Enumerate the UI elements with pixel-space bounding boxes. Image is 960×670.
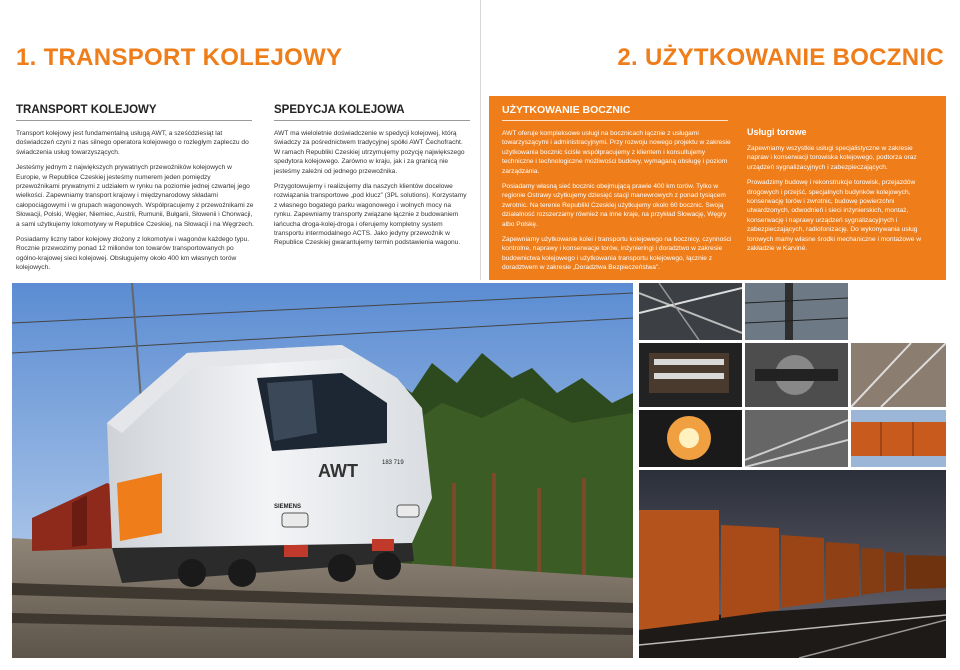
- forwarding-heading-rule: [274, 120, 470, 121]
- sidings-heading: UŻYTKOWANIE BOCZNIC: [502, 104, 631, 116]
- photo-wagon-detail: [639, 343, 742, 407]
- transport-heading: TRANSPORT KOLEJOWY: [16, 104, 157, 116]
- photo-tracks-top: [851, 343, 946, 407]
- transport-paragraph: Jesteśmy jednym z największych prywatnych przewoźników kolejowych w Europie, w Republice Czeskiej jesteśmy numerem jeden pomiędzy przewoźnikami prywatnymi z udziałem w rynku na poziomie jednej czwartej jego wielkości. Zapewniamy transport krajowy i międzynarodowy składami całopociągowymi i w grupach wagonowych. Współpracujemy z przewoźnikami ze Słowacji, Polski, Węgier, Niemiec, Austrii, Rumunii, Bułgarii, Słowenii i Chorwacji, a sami użytkujemy lokomotywy w Republice Czeskiej, na Słowacji i na Węgrzech.: [16, 164, 254, 228]
- right-page-title: 2. UŻYTKOWANIE BOCZNIC: [617, 44, 944, 71]
- forwarding-body: [274, 129, 470, 254]
- transport-paragraph: Posiadamy liczny tabor kolejowy złożony z lokomotyw i wagonów każdego typu. Rocznie przewozimy ponad 12 milionów ton towarów transportowanych po ogólno-krajowej sieci kolejowej. Obsługujemy około 400 km własnych torów kolejowych.: [16, 236, 250, 272]
- photo-overhead-wires: [639, 283, 742, 340]
- forwarding-heading: SPEDYCJA KOLEJOWA: [274, 104, 405, 116]
- track-services-paragraph: Prowadzimy budowę i rekonstrukcje torowisk, przejazdów drogowych i przejść, specjalnych budynków kolejowych, konserwację torów i zwrotnic, budowę powierzchni utwardzonych, odwodnień i sieci inżynierskich, montaż, konserwację i naprawy urządzeń sygnalizacyjnych i zabezpieczających, radiofonizację. Do wykonywania usług torowych mamy własne środki mechaniczne i montażowe w zakładzie w Karviné.: [747, 179, 922, 253]
- locomotive-number: 183 719: [382, 460, 404, 466]
- locomotive-photo: [12, 283, 633, 658]
- track-services-heading: Usługi torowe: [747, 127, 807, 137]
- sidings-paragraph: Posiadamy własną sieć bocznic obejmującą prawie 400 km torów. Tylko w regionie Ostrawy użytkujemy dziesięć stacji manewrowych z ponad tysiącem zwrotnic. Na terenie Republiki Czeskiej użytkujemy około 60 bocznic. Swoją działalność rozszerzamy również na inne kraje, na przykład Słowację, Węgry albo Polskę.: [502, 183, 727, 228]
- photo-coupler: [745, 343, 848, 407]
- sidings-heading-rule: [502, 120, 728, 121]
- sidings-paragraph: AWT oferuje kompleksowe usługi na bocznicach łącznie z usługami towarzyszącymi i administracyjnymi. Przy rozwoju nowego projektu w zakresie użytkowania bocznic ściśle współpracujemy z klientem i konsultujemy techniczne i technologiczne możliwości budowy, wymaganą obsługę i poziom zarządzania.: [502, 130, 731, 175]
- sidings-paragraph: Zapewniamy użytkowanie kolei i transportu kolejowego na bocznicy, czynności kontrolne, naprawy i konserwacje torów, inżynieringi i doradztwo w zakresie budownictwa kolejowego i użytkowania transportu kolejowego, łącznie z doradztwem w zakresie „Doradztwa Bezpieczeństwa”.: [502, 236, 732, 272]
- photo-turnout: [745, 410, 848, 467]
- sidings-panel: [489, 96, 946, 280]
- left-page-title: 1. TRANSPORT KOLEJOWY: [16, 44, 343, 71]
- siemens-label: SIEMENS: [274, 504, 302, 510]
- track-services-body: [747, 144, 935, 259]
- forwarding-paragraph: Przygotowujemy i realizujemy dla naszych klientów docelowe rozwiązania transportowe „pod klucz” (3PL solutions). Korzystamy z własnego bogatego parku wagonowego i wolnych mocy na rynku. Zapewniamy transporty związane łącznie z budowaniem łańcucha droga-kolej-droga i oferujemy kompletny system transportu intermodalnego ACTS. Jako jedyny przewoźnik w Republice Czeskiej gwarantujemy termin podstawienia wagonu.: [274, 183, 467, 247]
- photo-catenary-mast: [745, 283, 848, 340]
- transport-paragraph: Transport kolejowy jest fundamentalną usługą AWT, a sześćdziesiąt lat doświadczeń czyni z nas silnego operatora kolejowego o rozległym zapleczu do świadczenia usług towarzyszących.: [16, 130, 249, 156]
- track-services-paragraph: Zapewniamy wszystkie usługi specjalistyczne w zakresie napraw i konserwacji torowiska kolejowego, podtorza oraz urządzeń sygnalizacyjnych i zabezpieczających.: [747, 145, 917, 171]
- photo-signal-lamp: [639, 410, 742, 467]
- photo-freight-train-sunset: [639, 470, 946, 658]
- page-spread-divider: [480, 0, 481, 280]
- awt-logo: AWT: [318, 461, 358, 481]
- photo-orange-wagons: [851, 410, 946, 467]
- transport-body: [16, 129, 256, 279]
- forwarding-paragraph: AWT ma wieloletnie doświadczenie w spedycji kolejowej, którą świadczy za pośrednictwem tradycyjnej spółki AWT Čechofracht. W ramach Republiki Czeskiej utrzymujemy pozycję największego spedytora kolejowego. Zarówno w kraju, jak i za granicą nie jesteśmy zależni od jednego przewoźnika.: [274, 130, 465, 175]
- sidings-body: [502, 129, 734, 279]
- transport-heading-rule: [16, 120, 252, 121]
